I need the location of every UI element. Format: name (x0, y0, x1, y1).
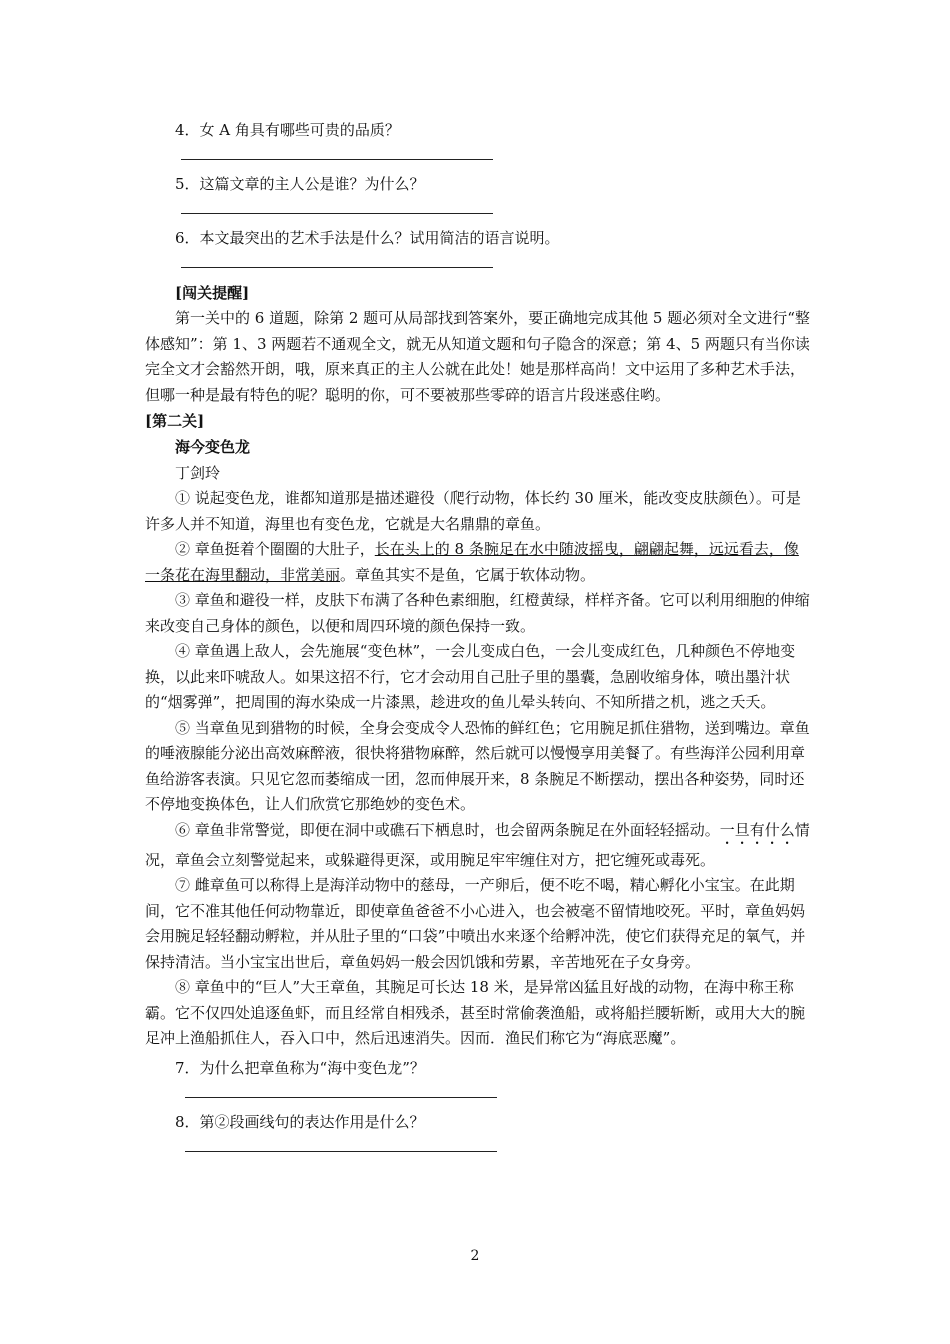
question-4: 4．女 A 角具有哪些可贵的品质？ (175, 121, 400, 139)
page-number: 2 (470, 1248, 480, 1264)
answer-line-7[interactable] (185, 1097, 497, 1098)
paragraph-2 (145, 537, 810, 588)
answer-line-5[interactable] (181, 213, 493, 214)
page-content (145, 118, 810, 1164)
question-5: 5．这篇文章的主人公是谁？为什么？ (175, 175, 425, 193)
article-title: 海今变色龙 (175, 438, 251, 456)
section-heading: [第二关] (145, 412, 205, 430)
paragraph-8: ⑧ 章鱼中的“巨人”大王章鱼，其腕足可长达 18 米，是异常凶猛且好战的动物，在海中称王称霸。它不仅四处追逐鱼虾，而且经常自相残杀，甚至时常偷袭渔船，或将船拦腰斩断，或用大大的腕足冲上渔船抓住人，吞入口中，然后迅速消失。因而．渔民们称它为“海底恶魔”。 (145, 978, 806, 1047)
paragraph-6-start: ⑥ 章鱼非常警觉，即便在洞中或礁石下栖息时，也会留两条腕足在外面轻轻摇动。 (175, 820, 720, 839)
question-8: 8．第②段画线句的表达作用是什么？ (175, 1112, 425, 1131)
paragraph-4: ④ 章鱼遇上敌人，会先施展“变色林”，一会儿变成白色，一会儿变成红色，几种颜色不停地变换，以此来吓唬敌人。如果这招不行，它才会动用自己肚子里的墨囊，急剧收缩身体，喷出墨汁状的“烟雾弹”，把周围的海水染成一片漆黑，趁进攻的鱼儿晕头转向、不知所措之机，逃之夭夭。 (145, 642, 796, 711)
paragraph-1: ① 说起变色龙，谁都知道那是描述避役（爬行动物，体长约 30 厘米，能改变皮肤颜色）。可是许多人并不知道，海里也有变色龙，它就是大名鼎鼎的章鱼。 (145, 489, 801, 533)
paragraph-6-end: 情况，章鱼会立刻警觉起来，或躲避得更深，或用腕足牢牢缠住对方，把它缠死或毒死。 (145, 820, 810, 869)
question-6: 6．本文最突出的艺术手法是什么？试用简洁的语言说明。 (175, 229, 560, 247)
answer-line-6[interactable] (181, 267, 493, 268)
paragraph-2-end: 。章鱼其实不是鱼，它属于软体动物。 (340, 565, 596, 584)
dotted-phrase: 一旦有什么 (719, 820, 795, 839)
paragraph-3: ③ 章鱼和避役一样，皮肤下布满了各种色素细胞，红橙黄绿，样样齐备。它可以利用细胞的伸缩来改变自己身体的颜色，以便和周四环境的颜色保持一致。 (145, 591, 810, 635)
answer-line-8[interactable] (185, 1151, 497, 1152)
question-7: 7．为什么把章鱼称为“海中变色龙”？ (175, 1058, 425, 1077)
paragraph-6 (145, 818, 810, 874)
underlined-sentence: 长在头上的 8 条腕足在水中随波摇曳，翩翩起舞，远远看去，像一条花在海里翻动，非常美丽 (145, 540, 799, 584)
answer-line-4[interactable] (181, 159, 493, 160)
paragraph-5: ⑤ 当章鱼见到猎物的时候，全身会变成令人恐怖的鲜红色；它用腕足抓住猎物，送到嘴边。章鱼的唾液腺能分泌出高效麻醉液，很快将猎物麻醉，然后就可以慢慢享用美餐了。有些海洋公园利用章鱼给游客表演。只见它忽而萎缩成一团，忽而伸展开来，8 条腕足不断摆动，摆出各种姿势，同时还不停地变换体色，让人们欣赏它那绝妙的变色术。 (145, 718, 810, 813)
hint-heading: [闯关提醒] (175, 284, 250, 302)
article-author: 丁剑玲 (175, 464, 221, 482)
paragraph-7: ⑦ 雌章鱼可以称得上是海洋动物中的慈母，一产卵后，便不吃不喝，精心孵化小宝宝。在此期间，它不准其他任何动物靠近，即使章鱼爸爸不小心进入，也会被毫不留情地咬死。平时，章鱼妈妈会用腕足轻轻翻动孵粒，并从肚子里的“口袋”中喷出水来逐个给孵冲洗，使它们获得充足的氧气，并保持清洁。当小宝宝出世后，章鱼妈妈一般会因饥饿和劳累，辛苦地死在子女身旁。 (145, 876, 806, 971)
paragraph-2-start: ② 章鱼挺着个圈圈的大肚子， (175, 540, 375, 558)
hint-text: 第一关中的 6 道题，除第 2 题可从局部找到答案外，要正确地完成其他 5 题必须对全文进行“整体感知”：第 1、3 两题若不通观全文，就无从知道文题和句子隐含的深意；第 4、5 两题只有当你读完全文才会豁然开朗，哦，原来真正的主人公就在此处！她是那样高尚！文中运用了多种艺术手法，但哪一种是最有特色的呢？聪明的你，可不要被那些零碎的语言片段迷惑住哟。 (145, 309, 810, 404)
